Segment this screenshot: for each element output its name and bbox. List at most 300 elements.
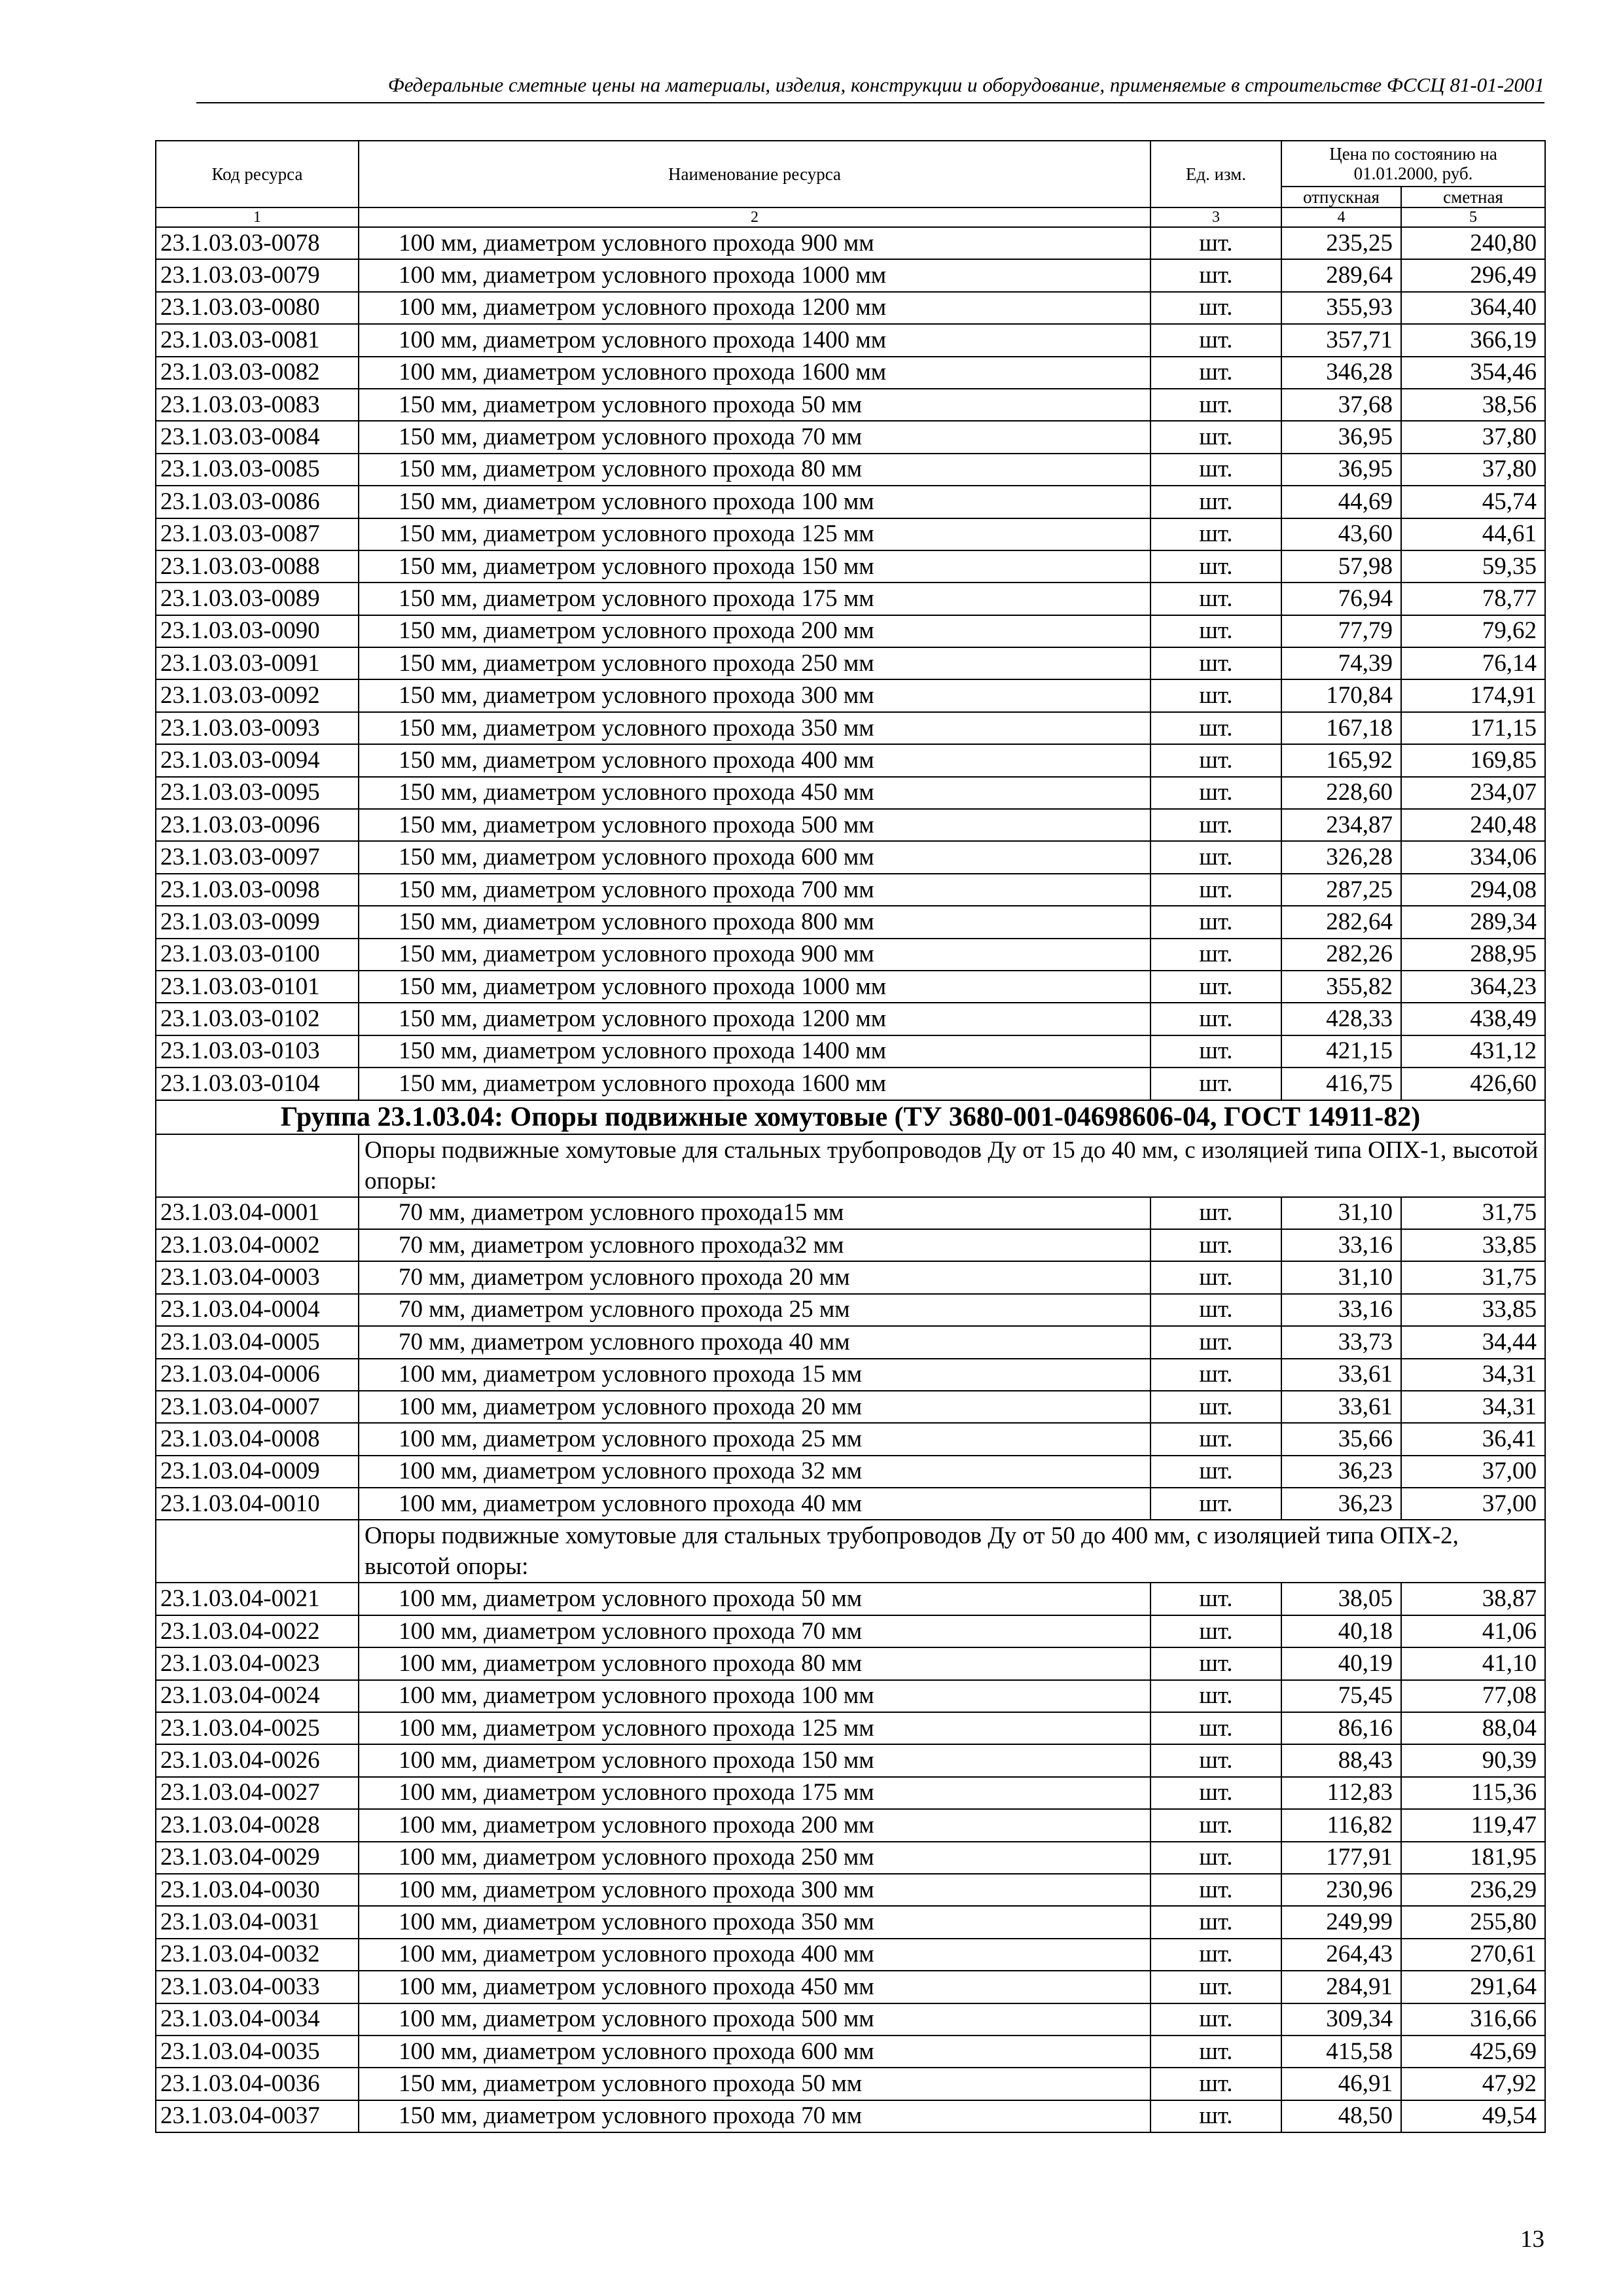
estimate-price: 38,87 <box>1401 1583 1545 1615</box>
header-release-price: отпускная <box>1281 187 1401 207</box>
unit: шт. <box>1150 454 1281 486</box>
price-table <box>155 140 1546 2133</box>
estimate-price: 291,64 <box>1401 1971 1545 2003</box>
table-row <box>156 518 1545 550</box>
release-price: 77,79 <box>1281 615 1401 647</box>
resource-name: 70 мм, диаметром условного прохода15 мм <box>359 1197 1150 1229</box>
resource-code: 23.1.03.03-0102 <box>156 1003 359 1035</box>
estimate-price: 38,56 <box>1401 389 1545 421</box>
release-price: 428,33 <box>1281 1003 1401 1035</box>
release-price: 249,99 <box>1281 1906 1401 1938</box>
resource-code: 23.1.03.03-0082 <box>156 357 359 389</box>
subheader-empty-cell <box>156 1134 359 1197</box>
resource-name: 150 мм, диаметром условного прохода 900 мм <box>359 939 1150 971</box>
resource-code: 23.1.03.04-0035 <box>156 2036 359 2068</box>
release-price: 309,34 <box>1281 2003 1401 2036</box>
table-row <box>156 615 1545 647</box>
table-row <box>156 1842 1545 1874</box>
release-price: 35,66 <box>1281 1423 1401 1455</box>
estimate-price: 426,60 <box>1401 1067 1545 1100</box>
resource-name: 150 мм, диаметром условного прохода 1200 мм <box>359 1003 1150 1035</box>
rows-opx1 <box>156 1197 1545 1520</box>
release-price: 289,64 <box>1281 259 1401 291</box>
header-code: Код ресурса <box>156 141 359 207</box>
resource-name: 100 мм, диаметром условного прохода 500 мм <box>359 2003 1150 2036</box>
header-unit: Ед. изм. <box>1150 141 1281 207</box>
estimate-price: 77,08 <box>1401 1680 1545 1712</box>
group-title: Группа 23.1.03.04: Опоры подвижные хомутовые (ТУ 3680-001-04698606-04, ГОСТ 14911-82) <box>156 1100 1545 1134</box>
resource-name: 100 мм, диаметром условного прохода 40 мм <box>359 1488 1150 1520</box>
estimate-price: 34,31 <box>1401 1391 1545 1423</box>
resource-name: 100 мм, диаметром условного прохода 1200 мм <box>359 292 1150 324</box>
unit: шт. <box>1150 486 1281 518</box>
table-row <box>156 1456 1545 1488</box>
release-price: 76,94 <box>1281 583 1401 615</box>
table-row <box>156 1003 1545 1035</box>
estimate-price: 37,80 <box>1401 421 1545 453</box>
release-price: 37,68 <box>1281 389 1401 421</box>
column-number: 4 <box>1281 207 1401 227</box>
estimate-price: 36,41 <box>1401 1423 1545 1455</box>
unit: шт. <box>1150 357 1281 389</box>
estimate-price: 33,85 <box>1401 1294 1545 1326</box>
release-price: 170,84 <box>1281 679 1401 711</box>
resource-code: 23.1.03.03-0087 <box>156 518 359 550</box>
estimate-price: 236,29 <box>1401 1874 1545 1906</box>
resource-name: 100 мм, диаметром условного прохода 70 мм <box>359 1615 1150 1647</box>
resource-name: 100 мм, диаметром условного прохода 50 мм <box>359 1583 1150 1615</box>
estimate-price: 334,06 <box>1401 841 1545 873</box>
unit: шт. <box>1150 1456 1281 1488</box>
resource-code: 23.1.03.04-0026 <box>156 1744 359 1776</box>
unit: шт. <box>1150 1423 1281 1455</box>
unit: шт. <box>1150 1939 1281 1971</box>
unit: шт. <box>1150 1583 1281 1615</box>
resource-code: 23.1.03.03-0095 <box>156 777 359 809</box>
resource-name: 150 мм, диаметром условного прохода 600 мм <box>359 841 1150 873</box>
resource-name: 150 мм, диаметром условного прохода 100 мм <box>359 486 1150 518</box>
resource-code: 23.1.03.04-0025 <box>156 1712 359 1744</box>
estimate-price: 79,62 <box>1401 615 1545 647</box>
estimate-price: 438,49 <box>1401 1003 1545 1035</box>
release-price: 177,91 <box>1281 1842 1401 1874</box>
unit: шт. <box>1150 1294 1281 1326</box>
column-number: 5 <box>1401 207 1545 227</box>
estimate-price: 174,91 <box>1401 679 1545 711</box>
table-row <box>156 421 1545 453</box>
resource-code: 23.1.03.04-0006 <box>156 1359 359 1391</box>
release-price: 357,71 <box>1281 324 1401 356</box>
table-row <box>156 874 1545 906</box>
table-row <box>156 939 1545 971</box>
release-price: 86,16 <box>1281 1712 1401 1744</box>
resource-code: 23.1.03.04-0034 <box>156 2003 359 2036</box>
release-price: 228,60 <box>1281 777 1401 809</box>
table-row <box>156 1712 1545 1744</box>
resource-name: 100 мм, диаметром условного прохода 80 мм <box>359 1647 1150 1679</box>
column-number: 1 <box>156 207 359 227</box>
unit: шт. <box>1150 1359 1281 1391</box>
unit: шт. <box>1150 1680 1281 1712</box>
table-row <box>156 1906 1545 1938</box>
estimate-price: 37,00 <box>1401 1488 1545 1520</box>
resource-code: 23.1.03.04-0001 <box>156 1197 359 1229</box>
release-price: 235,25 <box>1281 227 1401 259</box>
resource-name: 100 мм, диаметром условного прохода 125 мм <box>359 1712 1150 1744</box>
table-row <box>156 486 1545 518</box>
estimate-price: 78,77 <box>1401 583 1545 615</box>
resource-name: 100 мм, диаметром условного прохода 1400 мм <box>359 324 1150 356</box>
resource-code: 23.1.03.04-0031 <box>156 1906 359 1938</box>
resource-name: 150 мм, диаметром условного прохода 50 мм <box>359 2068 1150 2100</box>
release-price: 74,39 <box>1281 647 1401 679</box>
resource-code: 23.1.03.03-0101 <box>156 971 359 1003</box>
unit: шт. <box>1150 1261 1281 1293</box>
resource-code: 23.1.03.04-0021 <box>156 1583 359 1615</box>
resource-name: 150 мм, диаметром условного прохода 700 мм <box>359 874 1150 906</box>
table-row <box>156 1647 1545 1679</box>
subheader-empty-cell <box>156 1520 359 1583</box>
estimate-price: 115,36 <box>1401 1777 1545 1809</box>
table-row <box>156 454 1545 486</box>
unit: шт. <box>1150 1067 1281 1100</box>
resource-name: 100 мм, диаметром условного прохода 150 мм <box>359 1744 1150 1776</box>
resource-code: 23.1.03.03-0083 <box>156 389 359 421</box>
resource-name: 150 мм, диаметром условного прохода 250 мм <box>359 647 1150 679</box>
table-row <box>156 389 1545 421</box>
table-row <box>156 777 1545 809</box>
resource-name: 150 мм, диаметром условного прохода 1000 мм <box>359 971 1150 1003</box>
resource-code: 23.1.03.04-0010 <box>156 1488 359 1520</box>
resource-code: 23.1.03.03-0079 <box>156 259 359 291</box>
unit: шт. <box>1150 744 1281 776</box>
resource-code: 23.1.03.03-0097 <box>156 841 359 873</box>
header-price: Цена по состоянию на 01.01.2000, руб. <box>1281 141 1545 187</box>
unit: шт. <box>1150 809 1281 841</box>
release-price: 282,64 <box>1281 906 1401 938</box>
unit: шт. <box>1150 1712 1281 1744</box>
estimate-price: 31,75 <box>1401 1261 1545 1293</box>
unit: шт. <box>1150 1615 1281 1647</box>
estimate-price: 37,80 <box>1401 454 1545 486</box>
unit: шт. <box>1150 1488 1281 1520</box>
estimate-price: 364,23 <box>1401 971 1545 1003</box>
table-row <box>156 1229 1545 1261</box>
header-name: Наименование ресурса <box>359 141 1150 207</box>
estimate-price: 90,39 <box>1401 1744 1545 1776</box>
resource-code: 23.1.03.03-0094 <box>156 744 359 776</box>
unit: шт. <box>1150 227 1281 259</box>
table-row <box>156 1423 1545 1455</box>
table-row <box>156 744 1545 776</box>
resource-name: 100 мм, диаметром условного прохода 900 мм <box>359 227 1150 259</box>
resource-name: 70 мм, диаметром условного прохода 25 мм <box>359 1294 1150 1326</box>
resource-code: 23.1.03.03-0084 <box>156 421 359 453</box>
resource-code: 23.1.03.04-0003 <box>156 1261 359 1293</box>
resource-name: 150 мм, диаметром условного прохода 70 мм <box>359 2100 1150 2132</box>
unit: шт. <box>1150 421 1281 453</box>
table-row <box>156 1809 1545 1841</box>
unit: шт. <box>1150 324 1281 356</box>
release-price: 44,69 <box>1281 486 1401 518</box>
estimate-price: 41,06 <box>1401 1615 1545 1647</box>
resource-name: 100 мм, диаметром условного прохода 600 мм <box>359 2036 1150 2068</box>
table-row <box>156 1971 1545 2003</box>
unit: шт. <box>1150 2068 1281 2100</box>
resource-code: 23.1.03.04-0008 <box>156 1423 359 1455</box>
resource-code: 23.1.03.03-0086 <box>156 486 359 518</box>
release-price: 33,16 <box>1281 1294 1401 1326</box>
estimate-price: 425,69 <box>1401 2036 1545 2068</box>
resource-code: 23.1.03.03-0103 <box>156 1035 359 1067</box>
table-row <box>156 1391 1545 1423</box>
estimate-price: 49,54 <box>1401 2100 1545 2132</box>
table-row <box>156 2003 1545 2036</box>
unit: шт. <box>1150 1197 1281 1229</box>
release-price: 31,10 <box>1281 1261 1401 1293</box>
release-price: 326,28 <box>1281 841 1401 873</box>
resource-code: 23.1.03.04-0030 <box>156 1874 359 1906</box>
header-rule <box>196 102 1544 103</box>
table-row <box>156 1197 1545 1229</box>
release-price: 48,50 <box>1281 2100 1401 2132</box>
estimate-price: 88,04 <box>1401 1712 1545 1744</box>
column-number: 3 <box>1150 207 1281 227</box>
table-row <box>156 841 1545 873</box>
resource-name: 150 мм, диаметром условного прохода 50 мм <box>359 389 1150 421</box>
release-price: 36,23 <box>1281 1488 1401 1520</box>
table-row <box>156 259 1545 291</box>
resource-name: 150 мм, диаметром условного прохода 800 мм <box>359 906 1150 938</box>
resource-name: 150 мм, диаметром условного прохода 1600 мм <box>359 1067 1150 1100</box>
resource-name: 150 мм, диаметром условного прохода 175 мм <box>359 583 1150 615</box>
resource-name: 100 мм, диаметром условного прохода 200 мм <box>359 1809 1150 1841</box>
unit: шт. <box>1150 777 1281 809</box>
unit: шт. <box>1150 1647 1281 1679</box>
table-row <box>156 1615 1545 1647</box>
estimate-price: 364,40 <box>1401 292 1545 324</box>
estimate-price: 270,61 <box>1401 1939 1545 1971</box>
table-row <box>156 2036 1545 2068</box>
table-row <box>156 1874 1545 1906</box>
unit: шт. <box>1150 550 1281 583</box>
release-price: 112,83 <box>1281 1777 1401 1809</box>
resource-name: 150 мм, диаметром условного прохода 350 мм <box>359 712 1150 744</box>
resource-name: 150 мм, диаметром условного прохода 70 мм <box>359 421 1150 453</box>
estimate-price: 34,44 <box>1401 1326 1545 1358</box>
unit: шт. <box>1150 647 1281 679</box>
subheader-2: Опоры подвижные хомутовые для стальных трубопроводов Ду от 50 до 400 мм, с изоляцией типа ОПХ-2, высотой опоры: <box>359 1520 1545 1583</box>
release-price: 284,91 <box>1281 1971 1401 2003</box>
release-price: 33,61 <box>1281 1359 1401 1391</box>
release-price: 88,43 <box>1281 1744 1401 1776</box>
estimate-price: 240,80 <box>1401 227 1545 259</box>
release-price: 75,45 <box>1281 1680 1401 1712</box>
resource-code: 23.1.03.04-0022 <box>156 1615 359 1647</box>
resource-name: 100 мм, диаметром условного прохода 400 мм <box>359 1939 1150 1971</box>
resource-name: 100 мм, диаметром условного прохода 20 мм <box>359 1391 1150 1423</box>
release-price: 33,61 <box>1281 1391 1401 1423</box>
resource-code: 23.1.03.03-0100 <box>156 939 359 971</box>
unit: шт. <box>1150 1003 1281 1035</box>
table-row <box>156 971 1545 1003</box>
unit: шт. <box>1150 2036 1281 2068</box>
estimate-price: 44,61 <box>1401 518 1545 550</box>
resource-name: 150 мм, диаметром условного прохода 80 мм <box>359 454 1150 486</box>
unit: шт. <box>1150 1035 1281 1067</box>
table-row <box>156 1326 1545 1358</box>
resource-name: 100 мм, диаметром условного прохода 25 мм <box>359 1423 1150 1455</box>
resource-code: 23.1.03.04-0027 <box>156 1777 359 1809</box>
resource-code: 23.1.03.04-0028 <box>156 1809 359 1841</box>
unit: шт. <box>1150 712 1281 744</box>
release-price: 421,15 <box>1281 1035 1401 1067</box>
resource-name: 100 мм, диаметром условного прохода 1000 мм <box>359 259 1150 291</box>
resource-code: 23.1.03.03-0088 <box>156 550 359 583</box>
unit: шт. <box>1150 1229 1281 1261</box>
unit: шт. <box>1150 906 1281 938</box>
estimate-price: 181,95 <box>1401 1842 1545 1874</box>
estimate-price: 354,46 <box>1401 357 1545 389</box>
table-row <box>156 583 1545 615</box>
resource-code: 23.1.03.04-0029 <box>156 1842 359 1874</box>
estimate-price: 288,95 <box>1401 939 1545 971</box>
resource-code: 23.1.03.03-0091 <box>156 647 359 679</box>
unit: шт. <box>1150 292 1281 324</box>
table-row <box>156 1035 1545 1067</box>
unit: шт. <box>1150 1744 1281 1776</box>
unit: шт. <box>1150 841 1281 873</box>
table-row <box>156 2068 1545 2100</box>
resource-name: 150 мм, диаметром условного прохода 200 мм <box>359 615 1150 647</box>
resource-name: 150 мм, диаметром условного прохода 125 мм <box>359 518 1150 550</box>
release-price: 165,92 <box>1281 744 1401 776</box>
resource-name: 100 мм, диаметром условного прохода 1600 мм <box>359 357 1150 389</box>
table-row <box>156 2100 1545 2132</box>
resource-code: 23.1.03.03-0096 <box>156 809 359 841</box>
estimate-price: 171,15 <box>1401 712 1545 744</box>
estimate-price: 37,00 <box>1401 1456 1545 1488</box>
page-number: 13 <box>1520 2226 1544 2253</box>
release-price: 167,18 <box>1281 712 1401 744</box>
unit: шт. <box>1150 874 1281 906</box>
table-row <box>156 357 1545 389</box>
resource-code: 23.1.03.04-0037 <box>156 2100 359 2132</box>
release-price: 33,73 <box>1281 1326 1401 1358</box>
resource-name: 150 мм, диаметром условного прохода 400 мм <box>359 744 1150 776</box>
table-row <box>156 1680 1545 1712</box>
resource-name: 70 мм, диаметром условного прохода 40 мм <box>359 1326 1150 1358</box>
release-price: 36,23 <box>1281 1456 1401 1488</box>
resource-code: 23.1.03.03-0089 <box>156 583 359 615</box>
resource-code: 23.1.03.03-0078 <box>156 227 359 259</box>
release-price: 230,96 <box>1281 1874 1401 1906</box>
column-number: 2 <box>359 207 1150 227</box>
estimate-price: 294,08 <box>1401 874 1545 906</box>
release-price: 38,05 <box>1281 1583 1401 1615</box>
resource-name: 70 мм, диаметром условного прохода32 мм <box>359 1229 1150 1261</box>
unit: шт. <box>1150 1809 1281 1841</box>
resource-code: 23.1.03.04-0036 <box>156 2068 359 2100</box>
estimate-price: 59,35 <box>1401 550 1545 583</box>
unit: шт. <box>1150 1777 1281 1809</box>
estimate-price: 33,85 <box>1401 1229 1545 1261</box>
release-price: 234,87 <box>1281 809 1401 841</box>
table-row <box>156 809 1545 841</box>
unit: шт. <box>1150 389 1281 421</box>
table-row <box>156 647 1545 679</box>
table-row <box>156 1777 1545 1809</box>
release-price: 415,58 <box>1281 2036 1401 2068</box>
estimate-price: 234,07 <box>1401 777 1545 809</box>
release-price: 33,16 <box>1281 1229 1401 1261</box>
unit: шт. <box>1150 2003 1281 2036</box>
release-price: 57,98 <box>1281 550 1401 583</box>
resource-name: 150 мм, диаметром условного прохода 150 мм <box>359 550 1150 583</box>
table-row <box>156 324 1545 356</box>
estimate-price: 255,80 <box>1401 1906 1545 1938</box>
estimate-price: 45,74 <box>1401 486 1545 518</box>
resource-code: 23.1.03.04-0007 <box>156 1391 359 1423</box>
release-price: 40,19 <box>1281 1647 1401 1679</box>
release-price: 31,10 <box>1281 1197 1401 1229</box>
unit: шт. <box>1150 1842 1281 1874</box>
group-header-section <box>156 1100 1545 1197</box>
unit: шт. <box>1150 971 1281 1003</box>
release-price: 355,82 <box>1281 971 1401 1003</box>
unit: шт. <box>1150 518 1281 550</box>
estimate-price: 34,31 <box>1401 1359 1545 1391</box>
resource-name: 100 мм, диаметром условного прохода 100 мм <box>359 1680 1150 1712</box>
resource-name: 100 мм, диаметром условного прохода 350 мм <box>359 1906 1150 1938</box>
running-header: Федеральные сметные цены на материалы, изделия, конструкции и оборудование, применяемые в строительстве ФССЦ 81-01-2001 <box>387 73 1544 96</box>
release-price: 264,43 <box>1281 1939 1401 1971</box>
unit: шт. <box>1150 615 1281 647</box>
unit: шт. <box>1150 1874 1281 1906</box>
unit: шт. <box>1150 679 1281 711</box>
resource-code: 23.1.03.03-0098 <box>156 874 359 906</box>
table-row <box>156 1359 1545 1391</box>
table-row <box>156 1067 1545 1100</box>
resource-name: 100 мм, диаметром условного прохода 175 мм <box>359 1777 1150 1809</box>
resource-code: 23.1.03.03-0093 <box>156 712 359 744</box>
resource-code: 23.1.03.04-0023 <box>156 1647 359 1679</box>
resource-code: 23.1.03.03-0080 <box>156 292 359 324</box>
release-price: 40,18 <box>1281 1615 1401 1647</box>
release-price: 46,91 <box>1281 2068 1401 2100</box>
resource-code: 23.1.03.04-0005 <box>156 1326 359 1358</box>
resource-name: 150 мм, диаметром условного прохода 500 мм <box>359 809 1150 841</box>
table-row <box>156 1294 1545 1326</box>
estimate-price: 31,75 <box>1401 1197 1545 1229</box>
table-row <box>156 1744 1545 1776</box>
resource-code: 23.1.03.03-0099 <box>156 906 359 938</box>
resource-code: 23.1.03.04-0002 <box>156 1229 359 1261</box>
unit: шт. <box>1150 939 1281 971</box>
table-row <box>156 227 1545 259</box>
table-row <box>156 1939 1545 1971</box>
resource-code: 23.1.03.03-0092 <box>156 679 359 711</box>
unit: шт. <box>1150 1971 1281 2003</box>
estimate-price: 316,66 <box>1401 2003 1545 2036</box>
rows-group-03 <box>156 227 1545 1100</box>
release-price: 355,93 <box>1281 292 1401 324</box>
estimate-price: 431,12 <box>1401 1035 1545 1067</box>
resource-name: 100 мм, диаметром условного прохода 15 мм <box>359 1359 1150 1391</box>
table-row <box>156 1583 1545 1615</box>
estimate-price: 47,92 <box>1401 2068 1545 2100</box>
resource-code: 23.1.03.03-0085 <box>156 454 359 486</box>
